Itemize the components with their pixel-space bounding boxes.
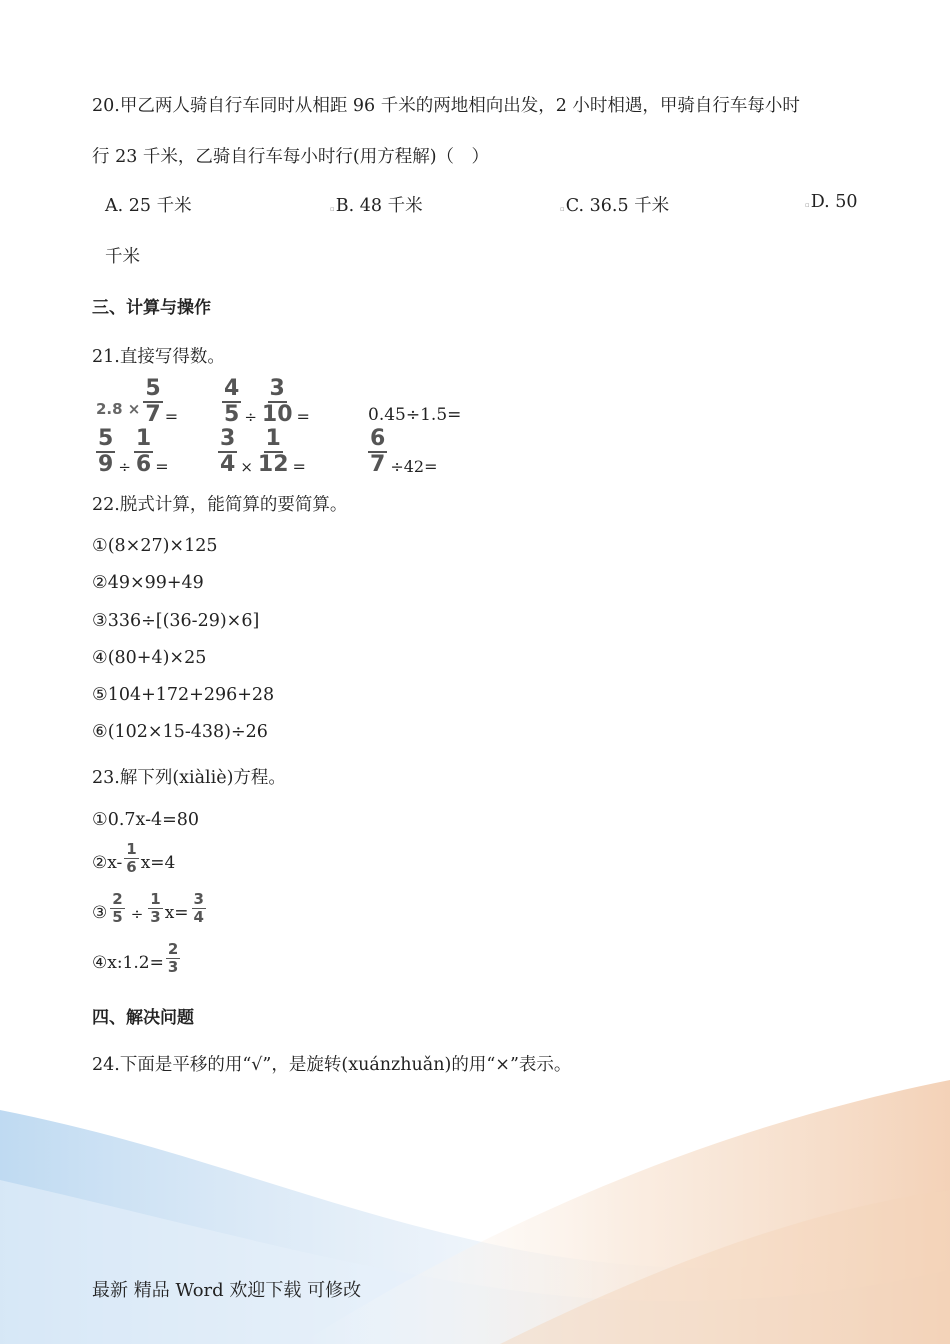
q21-expr-4: $\frac{5}{9}$ ÷ $\frac{1}{6}$ = <box>98 426 169 477</box>
q23-title: 23.解下列(xiàliè)方程。 <box>92 768 286 788</box>
fraction: $\frac{4}{5}$ <box>224 376 240 427</box>
q21-expr-6: $\frac{6}{7}$ ÷42= <box>370 426 438 477</box>
q20-option-d[interactable]: ▫D. 50 <box>805 192 858 212</box>
fraction: $\frac{1}{12}$ <box>257 426 289 477</box>
fraction: $\frac{1}{6}$ <box>135 426 152 477</box>
option-marker-icon: ▫ <box>560 205 565 213</box>
q24-title: 24.下面是平移的用“√”，是旋转(xuánzhuǎn)的用“×”表示。 <box>92 1055 572 1075</box>
q23-item-1: ①0.7x-4=80 <box>92 810 200 830</box>
q22-title: 22.脱式计算，能简算的要简算。 <box>92 495 348 515</box>
fraction: $\frac{1}{6}$ <box>126 840 137 876</box>
q20-option-c[interactable]: ▫C. 36.5 千米 <box>560 196 670 216</box>
fraction: $\frac{6}{7}$ <box>370 426 386 477</box>
q22-item-6: ⑥(102×15-438)÷26 <box>92 722 268 742</box>
q21-expr-5: $\frac{3}{4}$ × $\frac{1}{12}$ = <box>220 426 306 477</box>
q23-item-4: ④x:1.2= $\frac{2}{3}$ <box>92 940 179 976</box>
q21-expr-1: 2.8 × $\frac{5}{7}$ = <box>96 376 179 427</box>
q20-line2: 行 23 千米，乙骑自行车每小时行(用方程解)（ ） <box>92 147 490 167</box>
q22-item-5: ⑤104+172+296+28 <box>92 685 275 705</box>
q22-item-2: ②49×99+49 <box>92 573 204 593</box>
fraction: $\frac{2}{3}$ <box>167 940 179 976</box>
q22-item-1: ①(8×27)×125 <box>92 536 218 556</box>
q21-title: 21.直接写得数。 <box>92 347 225 367</box>
fraction: $\frac{1}{3}$ <box>150 890 161 926</box>
q20-option-b[interactable]: ▫B. 48 千米 <box>330 196 423 216</box>
q20-line1: 20.甲乙两人骑自行车同时从相距 96 千米的两地相向出发，2 小时相遇，甲骑自行车每小时 <box>92 96 800 116</box>
fraction: $\frac{3}{4}$ <box>193 890 204 926</box>
option-marker-icon: ▫ <box>805 201 810 209</box>
fraction: $\frac{5}{9}$ <box>98 426 114 477</box>
section-heading-3: 三、计算与操作 <box>92 298 211 318</box>
q20-option-a[interactable]: A. 25 千米 <box>105 196 192 216</box>
fraction: $\frac{2}{5}$ <box>112 890 123 926</box>
option-marker-icon: ▫ <box>330 205 335 213</box>
fraction: $\frac{5}{7}$ <box>145 376 161 427</box>
q23-item-3: ③ $\frac{2}{5}$ ÷ $\frac{1}{3}$ x= $\frac{3}{4}$ <box>92 890 204 926</box>
fraction: $\frac{3}{4}$ <box>220 426 236 477</box>
q20-option-d-continuation: 千米 <box>105 247 140 267</box>
q23-item-2: ②x- $\frac{1}{6}$ x=4 <box>92 840 176 876</box>
q21-expr-2: $\frac{4}{5}$ ÷ $\frac{3}{10}$ = <box>224 376 310 427</box>
section-heading-4: 四、解决问题 <box>92 1008 194 1028</box>
fraction: $\frac{3}{10}$ <box>261 376 293 427</box>
q22-item-4: ④(80+4)×25 <box>92 648 207 668</box>
footer-note: 最新 精品 Word 欢迎下载 可修改 <box>92 1280 362 1301</box>
q21-expr-3: 0.45÷1.5= <box>368 405 462 425</box>
q22-item-3: ③336÷[(36-29)×6] <box>92 611 260 631</box>
